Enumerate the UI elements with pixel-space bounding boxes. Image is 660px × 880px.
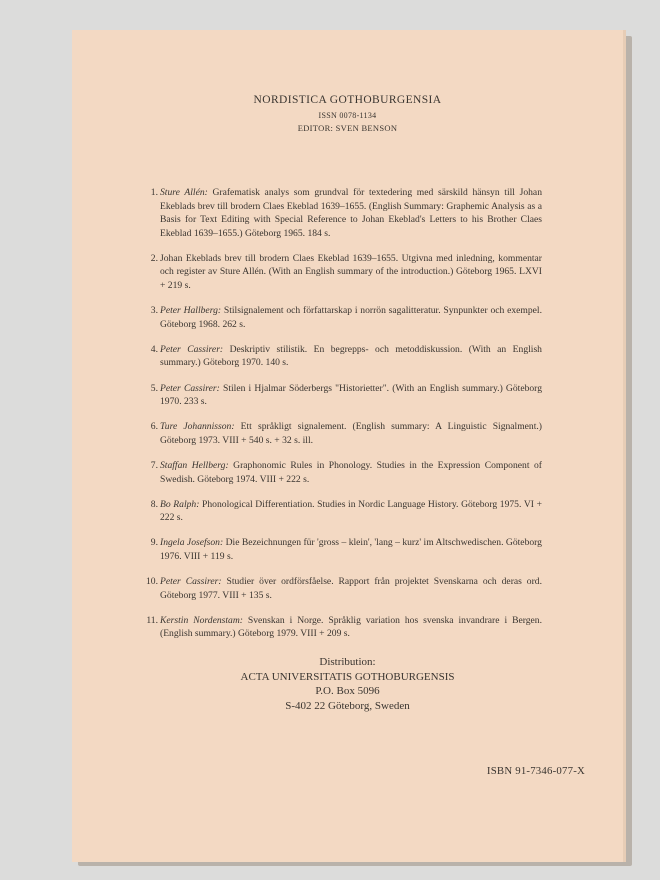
list-item <box>124 575 542 602</box>
item-text: Stilen i Hjalmar Söderbergs "Historietter". (With an English summary.) Göteborg 1970. 233 s. <box>160 382 542 408</box>
item-author: Ture Johannisson: <box>160 421 235 433</box>
item-number: 11. <box>146 614 158 626</box>
item-author: Peter Cassirer: <box>160 343 224 355</box>
issn: ISSN 0078-1134 <box>318 111 377 120</box>
item-text: Ett språkligt signalement. (English summary: A Linguistic Signalment.) Göteborg 1973. VIII + 540 s. + 32 s. ill. <box>160 421 542 446</box>
postal-address: S-402 22 Göteborg, Sweden <box>285 699 410 712</box>
item-number: 7. <box>150 459 158 471</box>
po-box: P.O. Box 5096 <box>315 685 380 697</box>
item-text: Stilsignalement och författarskap i norrön sagalitteratur. Synpunkter och exempel. Göteborg 1968. 262 s. <box>160 305 542 330</box>
distribution-block <box>72 655 623 713</box>
list-item <box>124 420 542 447</box>
list-item <box>124 614 542 641</box>
item-text: Johan Ekeblads brev till brodern Claes Ekeblad 1639–1655. Utgivna med inledning, kommentar och register av Sture Allén. (With an English summary of the introduction.) Göteborg 1965. LXVI + 219 s. <box>160 252 542 292</box>
item-text: Graphonomic Rules in Phonology. Studies in the Expression Component of Swedish. Göteborg 1974. VIII + 222 s. <box>160 459 542 485</box>
item-author: Bo Ralph: <box>160 498 200 510</box>
item-number: 3. <box>150 305 158 317</box>
item-author: Kerstin Nordenstam: <box>160 614 243 626</box>
item-text: Die Bezeichnungen für 'gross – klein', 'lang – kurz' im Altschwedischen. Göteborg 1976. VIII + 119 s. <box>160 537 542 562</box>
item-text: Studier över ordförsfåelse. Rapport från projektet Svenskarna och deras ord. Göteborg 1977. VIII + 135 s. <box>160 575 542 601</box>
distribution-label: Distribution: <box>319 656 376 668</box>
series-title: NORDISTICA GOTHOBURGENSIA <box>253 94 442 106</box>
list-item <box>124 382 542 409</box>
list-item <box>124 459 542 486</box>
item-number: 8. <box>150 498 158 510</box>
publisher-name: ACTA UNIVERSITATIS GOTHOBURGENSIS <box>240 670 455 683</box>
item-number: 5. <box>150 382 158 394</box>
item-number: 6. <box>150 421 158 433</box>
item-number: 2. <box>150 252 158 264</box>
list-item <box>124 343 542 370</box>
item-text: Phonological Differentiation. Studies in Nordic Language History. Göteborg 1975. VI + 222 s. <box>160 498 542 524</box>
item-number: 10. <box>146 575 158 587</box>
item-author: Staffan Hellberg: <box>160 459 229 471</box>
list-item <box>124 186 542 240</box>
isbn-number: ISBN 91-7346-077-X <box>486 765 585 777</box>
item-text: Svenskan i Norge. Språklig variation hos svenska invandrare i Bergen. (English summary.) Göteborg 1979. VIII + 209 s. <box>160 614 542 640</box>
publication-list <box>124 186 542 652</box>
list-item <box>124 252 542 293</box>
item-author: Peter Cassirer: <box>160 575 222 587</box>
item-author: Peter Cassirer: <box>160 382 220 394</box>
item-author: Peter Hallberg: <box>160 305 222 317</box>
editor: EDITOR: SVEN BENSON <box>297 123 398 133</box>
list-item <box>124 498 542 525</box>
item-text: Grafematisk analys som grundval för textedering med särskild hänsyn till Johan Ekeblads brev till brodern Claes Ekeblad 1639–1655. (English Summary: Graphemic Analysis as a Basis for Text Editing with Special Reference to Johan Ekeblad's Letters to his Brother Claes Ekeblad 1639–1655.) Göteborg 1965. 184 s. <box>160 187 542 239</box>
book-back-cover <box>72 30 626 862</box>
list-item <box>124 536 542 563</box>
item-author: Sture Allén: <box>160 187 208 198</box>
item-number: 1. <box>150 187 158 198</box>
item-number: 9. <box>150 537 158 549</box>
item-number: 4. <box>150 343 158 355</box>
item-author: Ingela Josefson: <box>160 537 224 549</box>
list-item <box>124 304 542 331</box>
item-text: Deskriptiv stilistik. En begrepps- och metoddiskussion. (With an English summary.) Göteborg 1970. 140 s. <box>160 343 542 369</box>
